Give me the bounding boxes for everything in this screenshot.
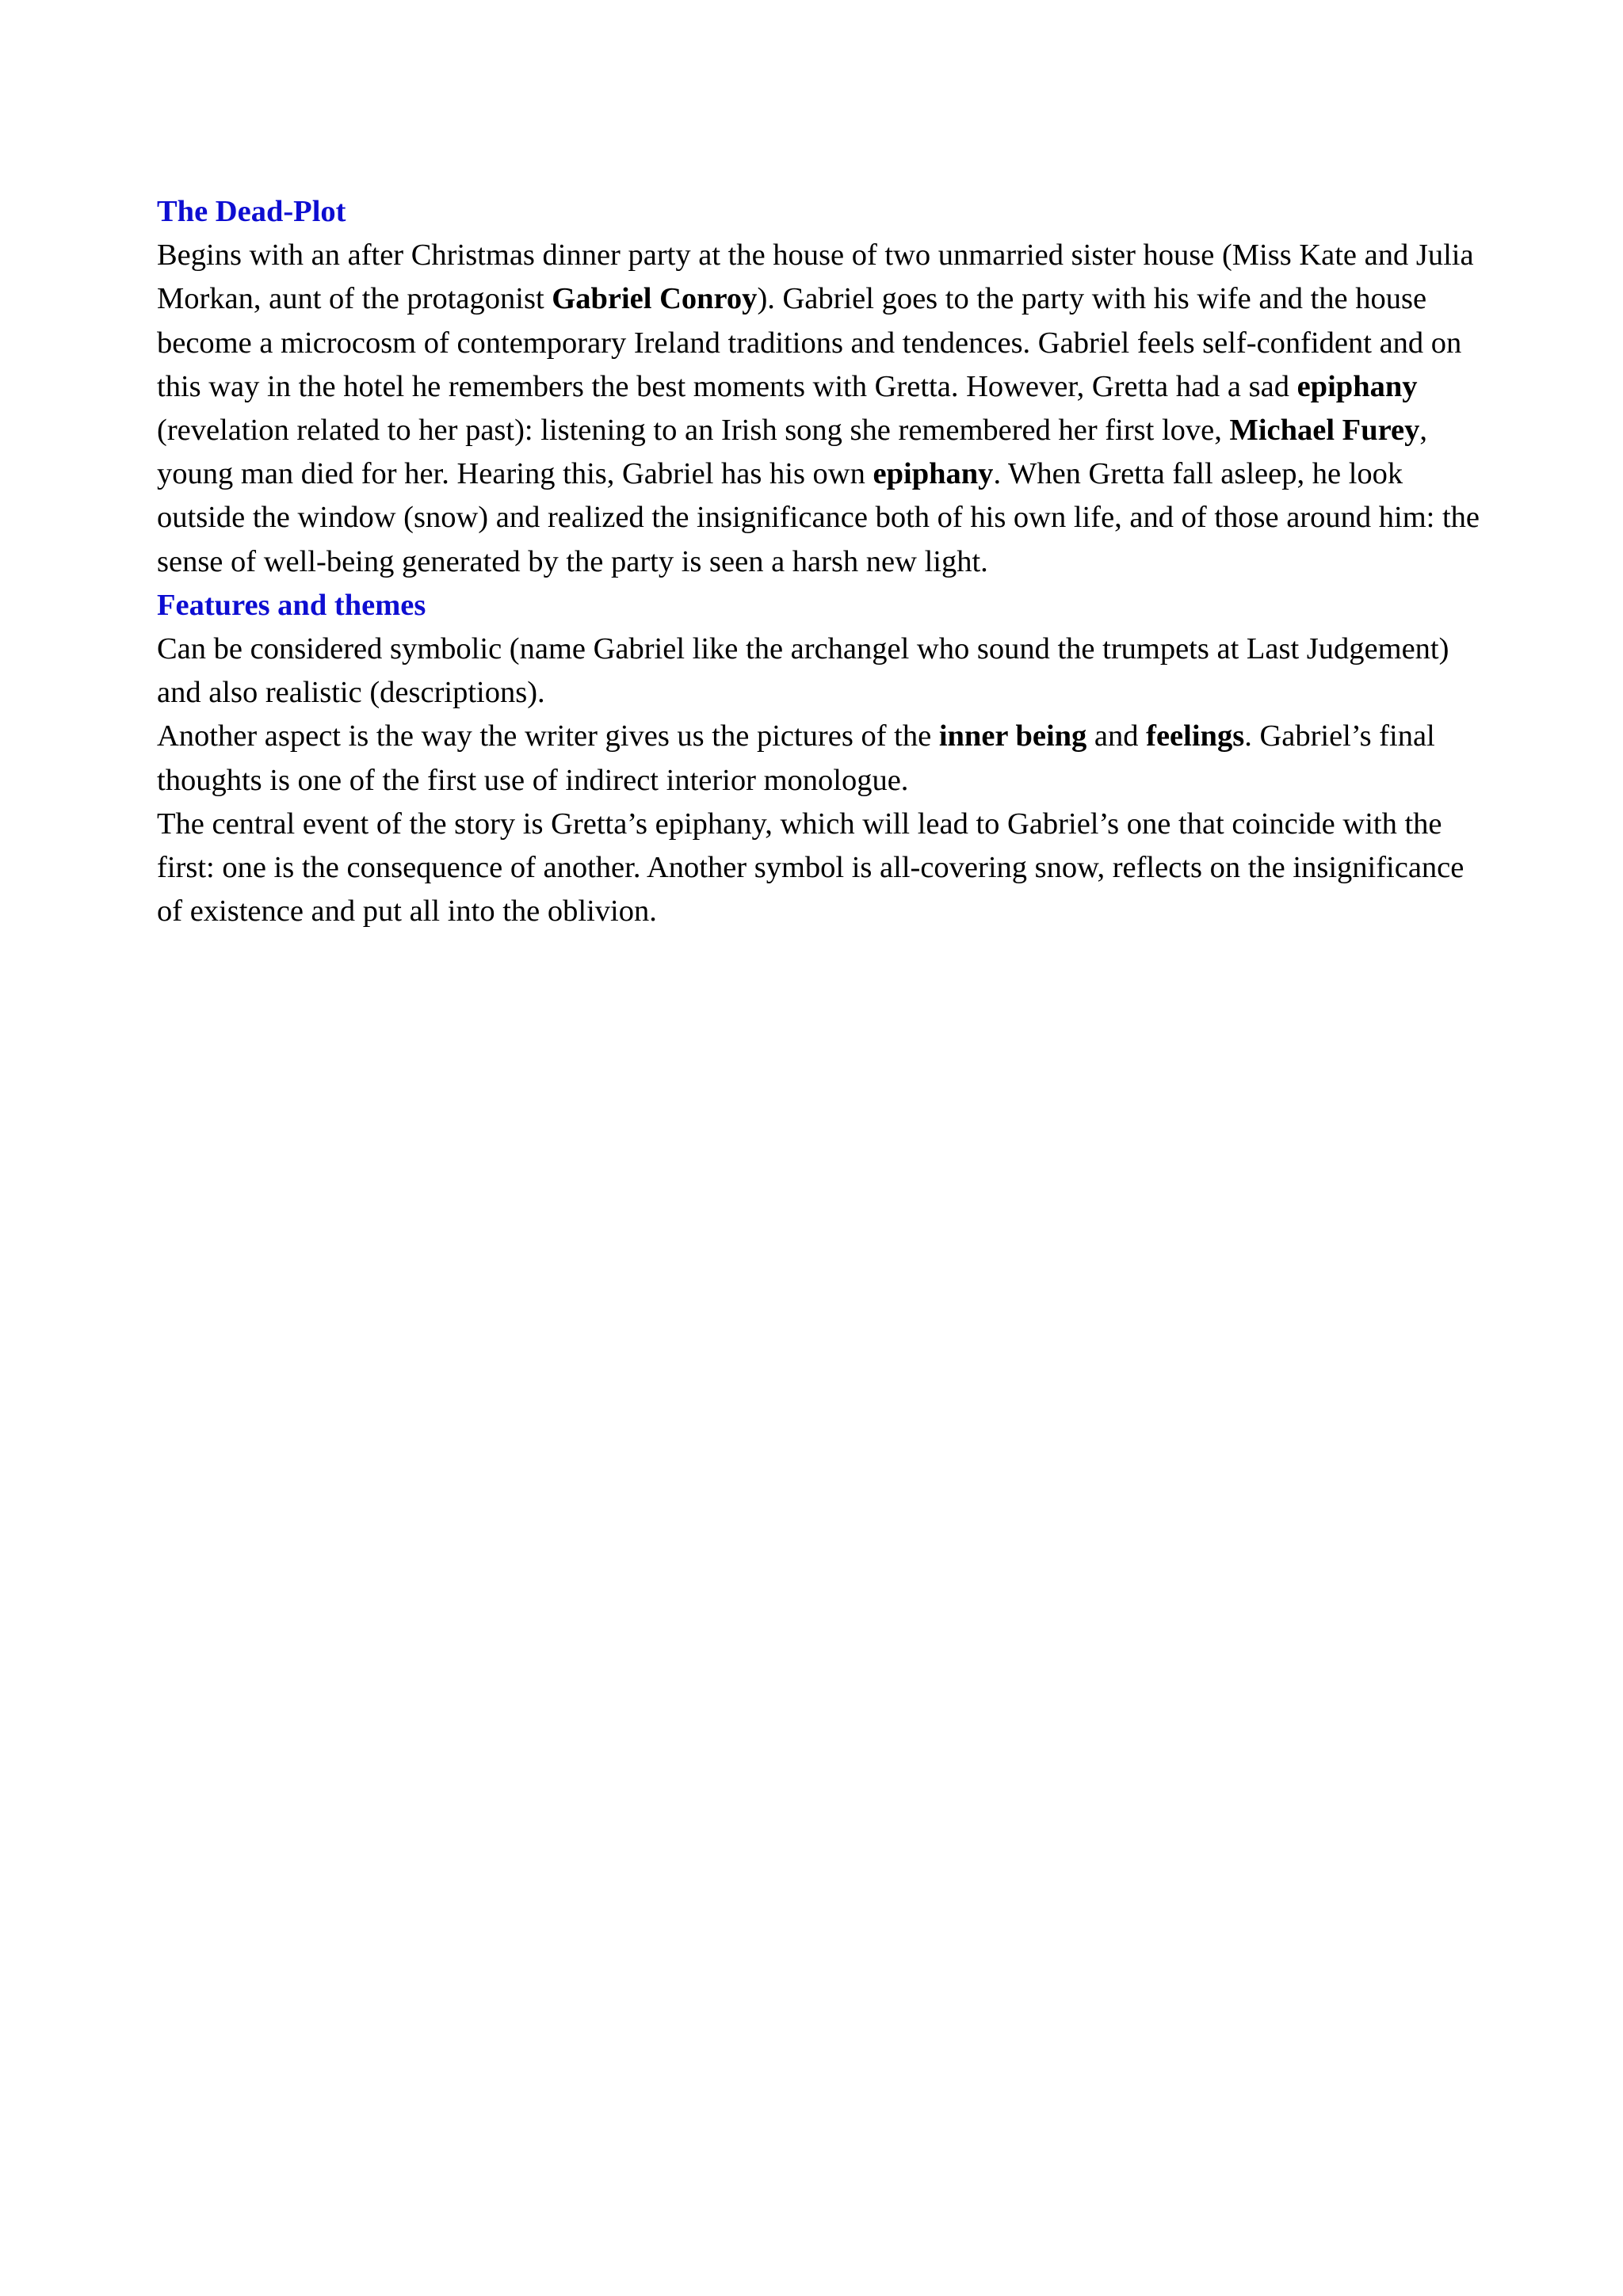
plot-paragraph: [157, 234, 1496, 584]
features-paragraph-3: The central event of the story is Gretta’s epiphany, which will lead to Gabriel’s one that coincide with the first: one is the consequence of another. Another symbol is all-covering snow, reflects on the insignificance of existence and put all into the oblivion.: [157, 807, 1465, 929]
plot-text-1: Begins with an after Christmas dinner party at the house of two unmarried sister house (Miss Kate and Julia Morkan, aunt of the protagonist: [157, 238, 1474, 316]
bold-inner-being: inner being: [938, 719, 1087, 753]
plot-text-2: ). Gabriel goes to the party with his wife and the house become a microcosm of contemporary Ireland traditions and tendences. Gabriel feels self-confident and on this way in the hotel he remembers the best moments with Gretta. However, Gretta had a sad: [157, 282, 1462, 403]
section-heading-plot: The Dead-Plot: [157, 195, 346, 228]
features-text-3: . Gabriel’s final thoughts is one of the first use of indirect interior monologue.: [157, 719, 1435, 797]
bold-epiphany-2: epiphany: [873, 457, 994, 491]
features-paragraph-2: [157, 715, 1496, 802]
bold-michael-furey: Michael Furey: [1229, 414, 1420, 448]
bold-gabriel-conroy: Gabriel Conroy: [552, 282, 758, 316]
features-paragraph-1: Can be considered symbolic (name Gabriel like the archangel who sound the trumpets at Last Judgement) and also realistic (descriptions).: [157, 632, 1449, 710]
features-text-2: and: [1086, 719, 1147, 753]
document-page: [157, 190, 1496, 933]
section-heading-features: Features and themes: [157, 588, 426, 622]
bold-feelings: feelings: [1146, 719, 1245, 753]
features-text-1: Another aspect is the way the writer gives us the pictures of the: [157, 719, 939, 753]
plot-text-3: (revelation related to her past): listening to an Irish song she remembered her first love,: [157, 414, 1230, 448]
plot-text-5: . When Gretta fall asleep, he look outside the window (snow) and realized the insignificance both of his own life, and of those around him: the sense of well-being generated by the party is seen a harsh new light.: [157, 457, 1480, 578]
plot-text-4: , young man died for her. Hearing this, Gabriel has his own: [157, 414, 1427, 491]
bold-epiphany-1: epiphany: [1296, 369, 1418, 403]
